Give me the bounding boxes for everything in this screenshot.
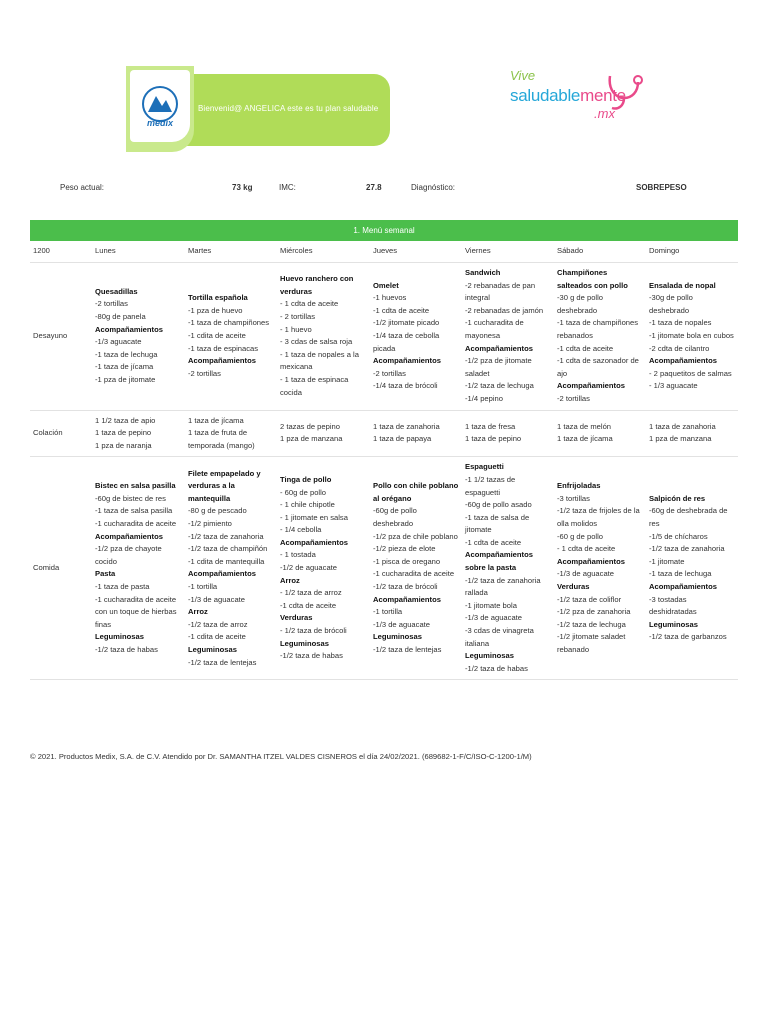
meal-label: Comida xyxy=(30,457,92,680)
ingredient-line: - 1 tostada xyxy=(280,550,316,560)
ingredient-line: - 1 taza de nopales a la mexicana xyxy=(280,349,359,372)
ingredient-line: -1/2 taza de habas xyxy=(95,644,158,654)
meal-heading: Acompañamientos xyxy=(95,324,163,334)
meal-label: Desayuno xyxy=(30,263,92,411)
ingredient-line: -1/2 pimiento xyxy=(188,518,232,528)
ingredient-line: -1 cdita de aceite xyxy=(188,330,246,340)
ingredient-line: -60 g de pollo xyxy=(557,531,604,541)
meal-cell xyxy=(370,410,462,457)
ingredient-line: 1 taza de melón xyxy=(557,421,612,431)
brand-word-saludable: saludable xyxy=(510,86,581,105)
ingredient-line: -1/2 taza de lechuga xyxy=(465,381,534,391)
diagnosis-value: SOBREPESO xyxy=(636,183,687,192)
ingredient-line: -1/2 taza de zanahoria xyxy=(188,531,264,541)
ingredient-line: - 1 huevo xyxy=(280,324,312,334)
meal-heading: Pasta xyxy=(95,569,116,579)
ingredient-line: -1 jitomate bola xyxy=(465,600,517,610)
meal-heading: Champiñones salteados con pollo xyxy=(557,268,628,290)
ingredient-line: - 1 cdta de aceite xyxy=(280,299,339,309)
ingredient-line: -80 g de pescado xyxy=(188,506,247,516)
meal-heading: Quesadillas xyxy=(95,286,138,296)
day-header: Miércoles xyxy=(277,244,370,263)
ingredient-line: -1 taza de pasta xyxy=(95,581,150,591)
ingredient-line: 1 taza de jícama xyxy=(188,415,244,425)
meal-heading: Leguminosas xyxy=(649,619,698,629)
ingredient-line: -1 taza de jícama xyxy=(95,362,154,372)
ingredient-line: -1 cdta de aceite xyxy=(373,305,430,315)
ingredient-line: -1 taza de lechuga xyxy=(649,569,712,579)
ingredient-line: 1 pza de manzana xyxy=(280,434,343,444)
ingredient-line: -2 tortillas xyxy=(188,368,221,378)
ingredient-line: - 2 tortillas xyxy=(280,312,316,322)
day-header: Sábado xyxy=(554,244,646,263)
ingredient-line: -2 rebanadas de jamón xyxy=(465,305,544,315)
imc-label: IMC: xyxy=(279,183,296,192)
meal-heading: Arroz xyxy=(280,575,300,585)
ingredient-line: -2 tortillas xyxy=(557,393,590,403)
ingredient-line: -1/3 aguacate xyxy=(95,337,142,347)
ingredient-line: -1/2 taza de lechuga xyxy=(557,619,626,629)
day-header: Jueves xyxy=(370,244,462,263)
ingredient-line: -1/2 taza de frijoles de la olla molidos xyxy=(557,506,640,528)
ingredient-line: -1 cdta de aceite xyxy=(280,600,337,610)
ingredient-line: -1 cdta de aceite xyxy=(465,537,522,547)
ingredient-line: - 1 chile chipotle xyxy=(280,500,335,510)
ingredient-line: -1/2 pza de chile poblano xyxy=(373,531,458,541)
ingredient-line: -1/2 de aguacate xyxy=(280,563,337,573)
ingredient-line: -1/2 pza de zanahoria xyxy=(557,607,631,617)
meal-cell xyxy=(185,457,277,680)
ingredient-line: -1 cucharadita de aceite con un toque de hierbas finas xyxy=(95,594,177,629)
ingredient-line: - 60g de pollo xyxy=(280,487,327,497)
meal-row xyxy=(30,457,738,680)
meal-heading: Acompañamientos xyxy=(280,537,348,547)
meal-cell xyxy=(92,457,185,680)
meal-heading: Bistec en salsa pasilla xyxy=(95,481,176,491)
ingredient-line: -1 cdita de aceite xyxy=(188,632,246,642)
meal-heading: Acompañamientos xyxy=(373,594,441,604)
ingredient-line: -1/2 jitomate saladet rebanado xyxy=(557,632,626,654)
day-header: Viernes xyxy=(462,244,554,263)
ingredient-line: 1 taza de zanahoria xyxy=(373,421,440,431)
ingredient-line: -1 huevos xyxy=(373,293,407,303)
ingredient-line: -3 cdas de vinagreta italiana xyxy=(465,626,534,648)
ingredient-line: - 1/2 taza de arroz xyxy=(280,588,342,598)
meal-heading: Leguminosas xyxy=(188,644,237,654)
ingredient-line: -60g de deshebrada de res xyxy=(649,506,728,528)
weekly-menu-table xyxy=(30,244,738,680)
ingredient-line: -2 rebanadas de pan integral xyxy=(465,280,536,303)
ingredient-line: -1/4 pepino xyxy=(465,393,503,403)
meal-heading: Verduras xyxy=(280,613,313,623)
ingredient-line: 1 taza de pepino xyxy=(465,434,522,444)
ingredient-line: -1/2 taza de coliflor xyxy=(557,594,622,604)
meal-heading: Acompañamientos xyxy=(373,356,441,366)
ingredient-line: -3 tostadas deshidratadas xyxy=(649,594,697,617)
ingredient-line: -3 tortillas xyxy=(557,493,590,503)
meal-cell xyxy=(277,263,370,411)
ingredient-line: -1 taza de champiñones rebanados xyxy=(557,318,639,340)
ingredient-line: -1 taza de champiñones xyxy=(188,318,270,328)
ingredient-line: 2 tazas de pepino xyxy=(280,421,340,431)
meal-heading: Acompañamientos sobre la pasta xyxy=(465,550,533,573)
meal-cell xyxy=(554,457,646,680)
meal-cell xyxy=(92,410,185,457)
meal-heading: Tortilla española xyxy=(188,293,248,303)
ingredient-line: 1 pza de naranja xyxy=(95,440,152,450)
ingredient-line: -1 taza de espinacas xyxy=(188,343,259,353)
ingredient-line: -1 cucharadita de aceite xyxy=(95,518,177,528)
vive-saludablemente-logo xyxy=(506,66,646,146)
ingredient-line: -1 tortilla xyxy=(188,581,218,591)
ingredient-line: -1/2 taza de habas xyxy=(465,663,528,673)
table-header-row xyxy=(30,244,738,263)
ingredient-line: -1/2 pieza de elote xyxy=(373,544,436,554)
ingredient-line: -1 taza de salsa pasilla xyxy=(95,506,173,516)
meal-cell xyxy=(185,263,277,411)
ingredient-line: -1 pisca de oregano xyxy=(373,556,441,566)
meal-cell xyxy=(646,457,738,680)
meal-heading: Ensalada de nopal xyxy=(649,280,716,290)
ingredient-line: - 2 paquetitos de salmas xyxy=(649,368,732,378)
ingredient-line: -80g de panela xyxy=(95,312,146,322)
ingredient-line: -1/2 taza de garbanzos xyxy=(649,632,727,642)
ingredient-line: -1/2 taza de arroz xyxy=(188,619,248,629)
ingredient-line: -60g de pollo deshebrado xyxy=(373,506,417,528)
calories-header: 1200 xyxy=(30,244,92,263)
brand-line-3: .mx xyxy=(594,106,615,121)
ingredient-line: -1 cdta de aceite xyxy=(557,343,614,353)
meal-cell xyxy=(370,457,462,680)
day-header: Lunes xyxy=(92,244,185,263)
meal-cell xyxy=(462,457,554,680)
ingredient-line: -1 jitomate bola en cubos xyxy=(649,330,734,340)
diagnosis-label: Diagnóstico: xyxy=(411,183,456,192)
weight-value: 73 kg xyxy=(232,183,253,192)
meal-cell xyxy=(646,410,738,457)
ingredient-line: 1 taza de jícama xyxy=(557,434,613,444)
ingredient-line: -1/2 taza de brócoli xyxy=(373,581,438,591)
welcome-banner xyxy=(184,74,390,146)
meal-cell xyxy=(92,263,185,411)
imc-value: 27.8 xyxy=(366,183,382,192)
ingredient-line: -1 pza de jitomate xyxy=(95,375,156,385)
ingredient-line: -1/3 de aguacate xyxy=(373,619,430,629)
welcome-text: Bienvenid@ ANGELICA este es tu plan saludable xyxy=(198,104,379,113)
ingredient-line: -2 cdta de cilantro xyxy=(649,343,710,353)
ingredient-line: -1/2 taza de lentejas xyxy=(188,657,257,667)
meal-cell xyxy=(277,457,370,680)
ingredient-line: -1/3 de aguacate xyxy=(188,594,245,604)
ingredient-line: - 1/4 cebolla xyxy=(280,525,322,535)
day-header: Martes xyxy=(185,244,277,263)
meal-heading: Leguminosas xyxy=(465,651,514,661)
meal-heading: Verduras xyxy=(557,581,590,591)
meal-heading: Arroz xyxy=(188,607,208,617)
ingredient-line: -1 taza de lechuga xyxy=(95,349,158,359)
ingredient-line: -1 cucharadita de mayonesa xyxy=(465,318,524,340)
ingredient-line: -2 tortillas xyxy=(95,299,128,309)
meal-row xyxy=(30,263,738,411)
ingredient-line: -1/3 de aguacate xyxy=(465,613,522,623)
ingredient-line: -30 g de pollo deshebrado xyxy=(557,293,604,315)
meal-heading: Sandwich xyxy=(465,268,501,277)
meal-heading: Leguminosas xyxy=(280,638,329,648)
ingredient-line: -1/2 taza de zanahoria xyxy=(649,544,725,554)
footer-text: © 2021. Productos Medix, S.A. de C.V. Atendido por Dr. SAMANTHA ITZEL VALDES CISNEROS el día 24/02/2021. (689682-1-F/C/ISO-C-1200-1/M) xyxy=(30,752,532,761)
section-title: 1. Menú semanal xyxy=(30,220,738,241)
brand-line-1: Vive xyxy=(510,68,536,83)
meal-heading: Acompañamientos xyxy=(649,581,717,591)
medix-logo-frame xyxy=(126,66,194,152)
ingredient-line: -1/5 de chícharos xyxy=(649,531,708,541)
medix-logo-text: medix xyxy=(146,118,174,128)
meal-cell xyxy=(185,410,277,457)
ingredient-line: - 1 taza de espinaca cocida xyxy=(280,375,349,397)
ingredient-line: -1/2 taza de champiñón xyxy=(188,544,268,554)
ingredient-line: -1 pza de huevo xyxy=(188,305,243,315)
ingredient-line: -1/2 taza de lentejas xyxy=(373,644,442,654)
meal-heading: Leguminosas xyxy=(373,632,422,642)
ingredient-line: -1/2 jitomate picado xyxy=(373,318,440,328)
meal-heading: Omelet xyxy=(373,280,399,290)
ingredient-line: -1 cdita de mantequilla xyxy=(188,556,265,566)
meal-heading: Acompañamientos xyxy=(95,531,163,541)
ingredient-line: -1/2 pza de jitomate saladet xyxy=(465,356,532,378)
ingredient-line: - 1/3 aguacate xyxy=(649,381,698,391)
ingredient-line: -2 tortillas xyxy=(373,368,406,378)
meal-cell xyxy=(370,263,462,411)
meal-heading: Enfrijoladas xyxy=(557,481,601,491)
meal-heading: Pollo con chile poblano al orégano xyxy=(373,481,459,503)
ingredient-line: - 1 jitomate en salsa xyxy=(280,512,348,522)
ingredient-line: - 1 cdta de aceite xyxy=(557,544,616,554)
ingredient-line: -1 taza de nopales xyxy=(649,318,712,328)
meal-heading: Tinga de pollo xyxy=(280,474,332,484)
meal-heading: Filete empapelado y verduras a la mantequilla xyxy=(188,468,261,503)
stethoscope-icon xyxy=(604,72,644,112)
medix-logo-icon xyxy=(138,84,182,128)
ingredient-line: -1 taza de salsa de jitomate xyxy=(465,512,530,535)
ingredient-line: -1/2 taza de zanahoria rallada xyxy=(465,575,541,598)
medix-logo xyxy=(130,70,190,142)
ingredient-line: 1 pza de manzana xyxy=(649,434,712,444)
ingredient-line: 1 taza de fresa xyxy=(465,421,516,431)
meal-heading: Acompañamientos xyxy=(465,343,533,353)
meal-heading: Leguminosas xyxy=(95,632,144,642)
day-header: Domingo xyxy=(646,244,738,263)
ingredient-line: -1 cucharadita de aceite xyxy=(373,569,455,579)
brand-word-mente: mente xyxy=(580,86,626,105)
meal-cell xyxy=(277,410,370,457)
ingredient-line: -60g de pollo asado xyxy=(465,500,532,510)
ingredient-line: 1 1/2 taza de apio xyxy=(95,415,156,425)
ingredient-line: -1/2 taza de habas xyxy=(280,651,343,661)
ingredient-line: -1 1/2 tazas de espaguetti xyxy=(465,474,516,497)
ingredient-line: -1 cdta de sazonador de ajo xyxy=(557,356,639,378)
meal-cell xyxy=(462,410,554,457)
weight-label: Peso actual: xyxy=(60,183,105,192)
meal-label: Colación xyxy=(30,410,92,457)
ingredient-line: -1 jitomate xyxy=(649,556,685,566)
meal-heading: Acompañamientos xyxy=(188,569,256,579)
meal-heading: Acompañamientos xyxy=(557,556,625,566)
meal-heading: Acompañamientos xyxy=(188,356,256,366)
ingredient-line: - 3 cdas de salsa roja xyxy=(280,337,353,347)
meal-heading: Huevo ranchero con verduras xyxy=(280,274,354,296)
ingredient-line: -1/3 de aguacate xyxy=(557,569,614,579)
meal-cell xyxy=(554,410,646,457)
ingredient-line: 1 taza de fruta de temporada (mango) xyxy=(188,428,255,450)
meal-heading: Espaguetti xyxy=(465,462,504,472)
header-banner xyxy=(126,66,390,152)
ingredient-line: -1 tortilla xyxy=(373,607,403,617)
meal-cell xyxy=(646,263,738,411)
ingredient-line: -30g de pollo deshebrado xyxy=(649,293,693,315)
ingredient-line: -1/4 taza de cebolla picada xyxy=(373,330,440,353)
meal-row xyxy=(30,410,738,457)
meal-heading: Acompañamientos xyxy=(557,381,625,391)
ingredient-line: 1 taza de pepino xyxy=(95,428,152,438)
meal-heading: Salpicón de res xyxy=(649,493,706,503)
meal-cell xyxy=(554,263,646,411)
ingredient-line: -1/2 pza de chayote cocido xyxy=(95,544,162,566)
ingredient-line: - 1/2 taza de brócoli xyxy=(280,626,347,636)
meal-heading: Acompañamientos xyxy=(649,356,717,366)
ingredient-line: 1 taza de zanahoria xyxy=(649,421,716,431)
ingredient-line: 1 taza de papaya xyxy=(373,434,432,444)
meal-cell xyxy=(462,263,554,411)
ingredient-line: -1/4 taza de brócoli xyxy=(373,381,438,391)
ingredient-line: -60g de bistec de res xyxy=(95,493,166,503)
